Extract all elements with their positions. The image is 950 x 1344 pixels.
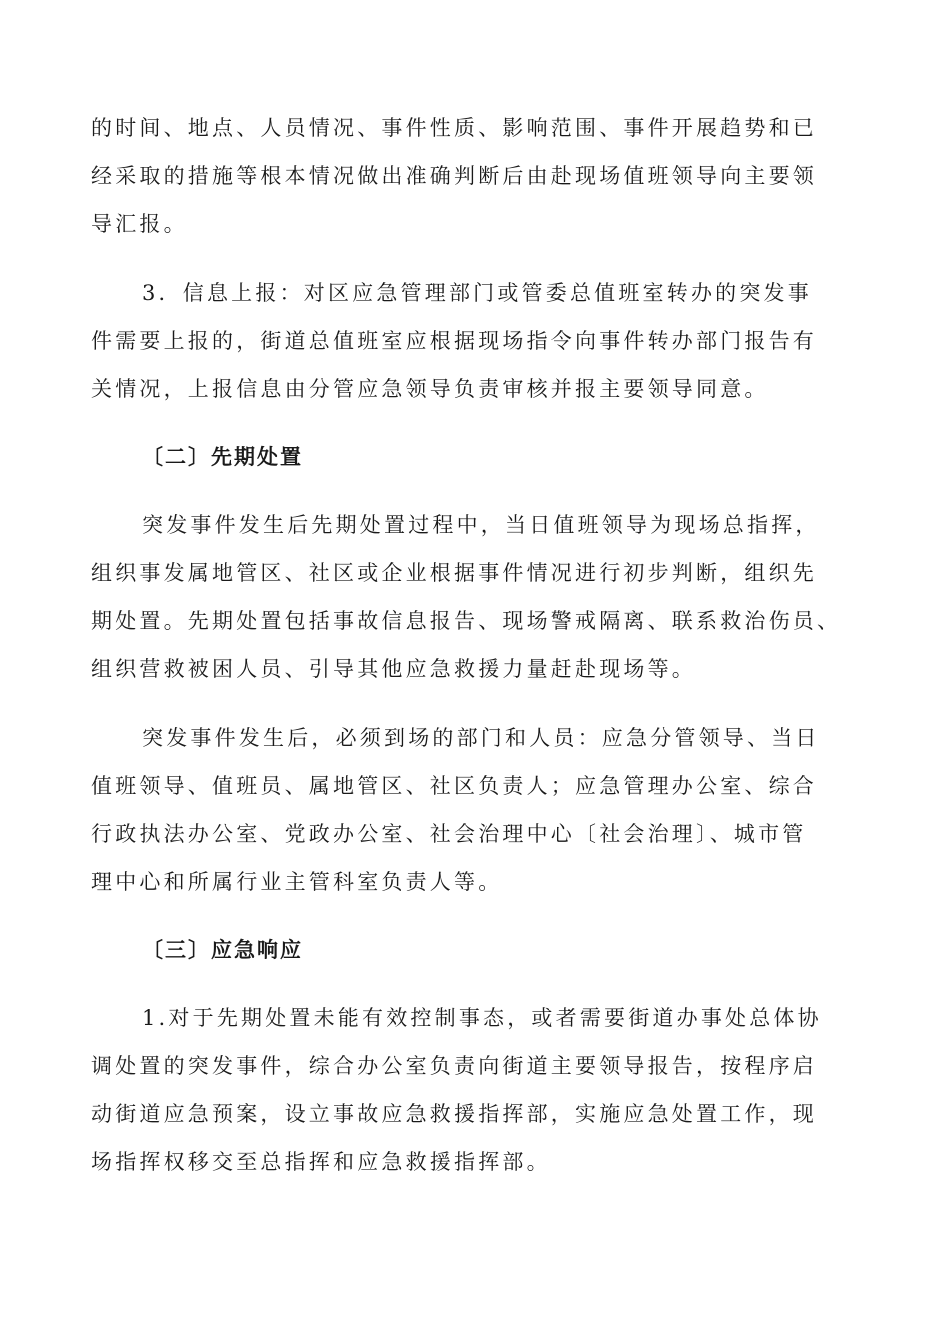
paragraph-line: 动街道应急预案，设立事故应急救援指挥部，实施应急处置工作，现 [91, 1102, 817, 1126]
paragraph-line: 关情况，上报信息由分管应急领导负责审核并报主要领导同意。 [91, 377, 769, 401]
paragraph-line: 突发事件发生后，必须到场的部门和人员：应急分管领导、当日 [142, 726, 820, 750]
paragraph-line: 的时间、地点、人员情况、事件性质、影响范围、事件开展趋势和已 [91, 116, 817, 140]
paragraph-line: 组织事发属地管区、社区或企业根据事件情况进行初步判断，组织先 [91, 561, 817, 585]
paragraph-line: 值班领导、值班员、属地管区、社区负责人；应急管理办公室、综合 [91, 774, 817, 798]
paragraph-line: 经采取的措施等根本情况做出准确判断后由赴现场值班领导向主要领 [91, 164, 817, 188]
paragraph-line: 组织营救被困人员、引导其他应急救援力量赶赴现场等。 [91, 657, 696, 681]
section-heading: 〔二〕先期处置 [142, 445, 303, 469]
paragraph-line: 导汇报。 [91, 212, 188, 236]
paragraph-line: 突发事件发生后先期处置过程中，当日值班领导为现场总指挥， [142, 513, 820, 537]
paragraph-line: 调处置的突发事件，综合办公室负责向街道主要领导报告，按程序启 [91, 1054, 817, 1078]
paragraph-line: 场指挥权移交至总指挥和应急救援指挥部。 [91, 1150, 551, 1174]
paragraph-line: 行政执法办公室、党政办公室、社会治理中心〔社会治理〕、城市管 [91, 822, 807, 846]
paragraph-line: 期处置。先期处置包括事故信息报告、现场警戒隔离、联系救治伤员、 [91, 609, 842, 633]
paragraph-line: 件需要上报的，街道总值班室应根据现场指令向事件转办部门报告有 [91, 329, 817, 353]
paragraph-line: 1.对于先期处置未能有效控制事态，或者需要街道办事处总体协 [142, 1006, 822, 1030]
section-heading: 〔三〕应急响应 [142, 938, 303, 962]
paragraph-line: 3．信息上报：对区应急管理部门或管委总值班室转办的突发事 [142, 281, 812, 305]
paragraph-line: 理中心和所属行业主管科室负责人等。 [91, 870, 503, 894]
